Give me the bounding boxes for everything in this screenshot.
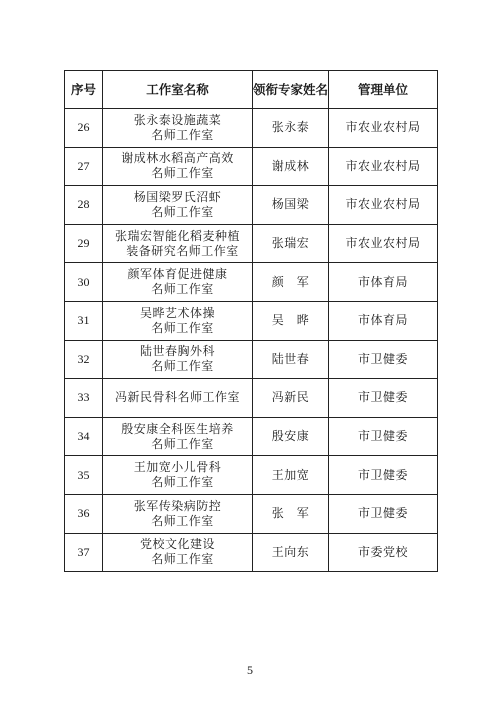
table-row: [65, 109, 438, 148]
managing-unit: 市体育局: [329, 263, 438, 302]
studio-name-line2: 名师工作室: [151, 282, 214, 297]
header-no: 序号: [65, 71, 103, 109]
studio-name-line1: 颜军体育促进健康: [127, 267, 228, 282]
row-number: 31: [65, 301, 103, 340]
table-row: [65, 379, 438, 418]
studio-name-line1: 陆世春胸外科: [139, 344, 215, 359]
header-leader: 领衔专家姓名: [253, 71, 329, 109]
table-row: [65, 263, 438, 302]
studio-roster-table: [64, 70, 438, 572]
page-number: 5: [247, 663, 253, 677]
studio-name: [103, 224, 253, 263]
leader-name: 殷安康: [253, 417, 329, 456]
managing-unit: 市卫健委: [329, 417, 438, 456]
studio-name-line2: 名师工作室: [151, 552, 214, 567]
header-unit: 管理单位: [329, 71, 438, 109]
managing-unit: 市农业农村局: [329, 186, 438, 225]
studio-name-line2: 名师工作室: [151, 359, 214, 374]
managing-unit: 市委党校: [329, 533, 438, 572]
studio-name: [103, 301, 253, 340]
row-number: 34: [65, 417, 103, 456]
managing-unit: 市卫健委: [329, 379, 438, 418]
leader-name: 冯新民: [253, 379, 329, 418]
table-header-row: [65, 71, 438, 109]
leader-name: 王向东: [253, 533, 329, 572]
studio-name-line1: 党校文化建设: [139, 537, 215, 552]
studio-name-line2: 名师工作室: [151, 513, 214, 528]
studio-name-line1: 张军传染病防控: [133, 498, 222, 513]
studio-name: [103, 147, 253, 186]
managing-unit: 市卫健委: [329, 340, 438, 379]
studio-name-line1: 殷安康全科医生培养: [121, 421, 234, 436]
studio-name-line1: 吴晔艺术体操: [139, 305, 215, 320]
leader-name: 张永泰: [253, 109, 329, 148]
row-number: 37: [65, 533, 103, 572]
row-number: 36: [65, 494, 103, 533]
studio-name: [103, 417, 253, 456]
studio-name-line2: 装备研究名师工作室: [126, 243, 239, 258]
studio-name-line2: 名师工作室: [151, 127, 214, 142]
table-row: [65, 456, 438, 495]
studio-name-line2: 名师工作室: [151, 320, 214, 335]
studio-name-line1: 杨国梁罗氏沼虾: [133, 189, 222, 204]
table-row: [65, 186, 438, 225]
studio-name-line1: 张瑞宏智能化稻麦种植: [114, 228, 240, 243]
studio-name-line2: 名师工作室: [151, 436, 214, 451]
table-row: [65, 417, 438, 456]
row-number: 35: [65, 456, 103, 495]
table-body: [65, 109, 438, 572]
studio-name-line2: 名师工作室: [151, 166, 214, 181]
managing-unit: 市卫健委: [329, 456, 438, 495]
header-studio-name: 工作室名称: [103, 71, 253, 109]
row-number: 28: [65, 186, 103, 225]
row-number: 32: [65, 340, 103, 379]
studio-name-line1: 冯新民骨科名师工作室: [114, 390, 240, 405]
leader-name: 杨国梁: [253, 186, 329, 225]
table-row: [65, 340, 438, 379]
studio-name: [103, 494, 253, 533]
studio-name-line1: 王加宽小儿骨科: [133, 460, 222, 475]
leader-name: 吴 晔: [253, 301, 329, 340]
leader-name: 张 军: [253, 494, 329, 533]
row-number: 26: [65, 109, 103, 148]
table-row: [65, 147, 438, 186]
managing-unit: 市体育局: [329, 301, 438, 340]
studio-name-line2: 名师工作室: [151, 475, 214, 490]
row-number: 30: [65, 263, 103, 302]
table-row: [65, 494, 438, 533]
studio-name: [103, 109, 253, 148]
studio-name: [103, 456, 253, 495]
table-row: [65, 224, 438, 263]
leader-name: 陆世春: [253, 340, 329, 379]
studio-name: [103, 186, 253, 225]
studio-name: [103, 533, 253, 572]
leader-name: 谢成林: [253, 147, 329, 186]
table-row: [65, 533, 438, 572]
studio-name-line1: 谢成林水稻高产高效: [121, 151, 234, 166]
studio-name-line2: 名师工作室: [151, 204, 214, 219]
studio-name: [103, 263, 253, 302]
managing-unit: 市农业农村局: [329, 147, 438, 186]
row-number: 33: [65, 379, 103, 418]
leader-name: 张瑞宏: [253, 224, 329, 263]
row-number: 29: [65, 224, 103, 263]
leader-name: 王加宽: [253, 456, 329, 495]
managing-unit: 市农业农村局: [329, 109, 438, 148]
managing-unit: 市农业农村局: [329, 224, 438, 263]
row-number: 27: [65, 147, 103, 186]
table-row: [65, 301, 438, 340]
managing-unit: 市卫健委: [329, 494, 438, 533]
leader-name: 颜 军: [253, 263, 329, 302]
studio-name: [103, 379, 253, 418]
studio-name-line1: 张永泰设施蔬菜: [133, 112, 222, 127]
studio-name: [103, 340, 253, 379]
